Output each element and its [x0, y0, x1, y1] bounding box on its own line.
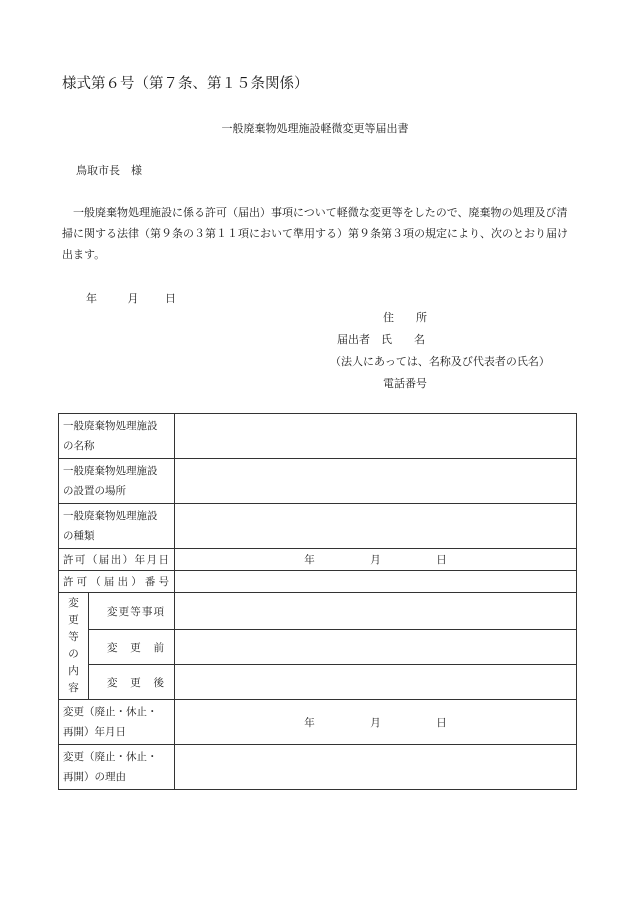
- facility-type-label: 一般廃棄物処理施設 の種類: [59, 504, 175, 549]
- permit-number-field[interactable]: [175, 571, 577, 593]
- permit-number-label: 許可（届出）番号: [59, 571, 175, 593]
- table-row: [59, 459, 577, 504]
- table-row: [59, 665, 577, 700]
- after-change-field[interactable]: [175, 665, 577, 700]
- phone-label: 電話番号: [383, 377, 427, 390]
- table-row: [59, 700, 577, 745]
- table-row: [59, 593, 577, 630]
- submission-date: [86, 290, 176, 306]
- facility-type-field[interactable]: [175, 504, 577, 549]
- change-content-label: 変 更 等 の 内 容: [59, 593, 89, 700]
- after-change-label: 変更後: [89, 665, 175, 700]
- table-row: [59, 630, 577, 665]
- document-title: 一般廃棄物処理施設軽微変更等届出書: [221, 122, 409, 135]
- body-text: 一般廃棄物処理施設に係る許可（届出）事項について軽微な変更等をしたので、廃棄物の処理及び清掃に関する法律（第９条の３第１１項において準用する）第９条第３項の規定により、次のとおり届け出ます。: [62, 206, 568, 261]
- permit-date-field[interactable]: 年 月 日: [175, 549, 577, 571]
- table-row: [59, 745, 577, 790]
- change-reason-field[interactable]: [175, 745, 577, 790]
- change-items-label: 変更等事項: [89, 593, 175, 630]
- facility-location-field[interactable]: [175, 459, 577, 504]
- date-day: 日: [165, 292, 176, 305]
- change-date-field[interactable]: 年 月 日: [175, 700, 577, 745]
- facility-name-field[interactable]: [175, 414, 577, 459]
- facility-name-label: 一般廃棄物処理施設 の名称: [59, 414, 175, 459]
- corporation-note: （法人にあっては、名称及び代表者の氏名）: [330, 355, 550, 368]
- date-month: 月: [127, 292, 139, 305]
- table-row: [59, 571, 577, 593]
- date-year: 年: [86, 292, 97, 305]
- before-change-field[interactable]: [175, 630, 577, 665]
- permit-date-label: 許可（届出）年月日: [59, 549, 175, 571]
- table-row: [59, 414, 577, 459]
- change-items-field[interactable]: [175, 593, 577, 630]
- before-change-label: 変更前: [89, 630, 175, 665]
- details-table: [58, 413, 577, 790]
- change-reason-label: 変更（廃止・休止・ 再開）の理由: [59, 745, 175, 790]
- table-row: [59, 504, 577, 549]
- facility-location-label: 一般廃棄物処理施設 の設置の場所: [59, 459, 175, 504]
- form-number: 様式第６号（第７条、第１５条関係）: [62, 76, 309, 92]
- address-label: 住 所: [383, 311, 427, 324]
- table-row: [59, 549, 577, 571]
- change-date-label: 変更（廃止・休止・ 再開）年月日: [59, 700, 175, 745]
- addressee: 鳥取市長 様: [76, 164, 142, 177]
- name-label: 届出者 氏 名: [337, 333, 425, 346]
